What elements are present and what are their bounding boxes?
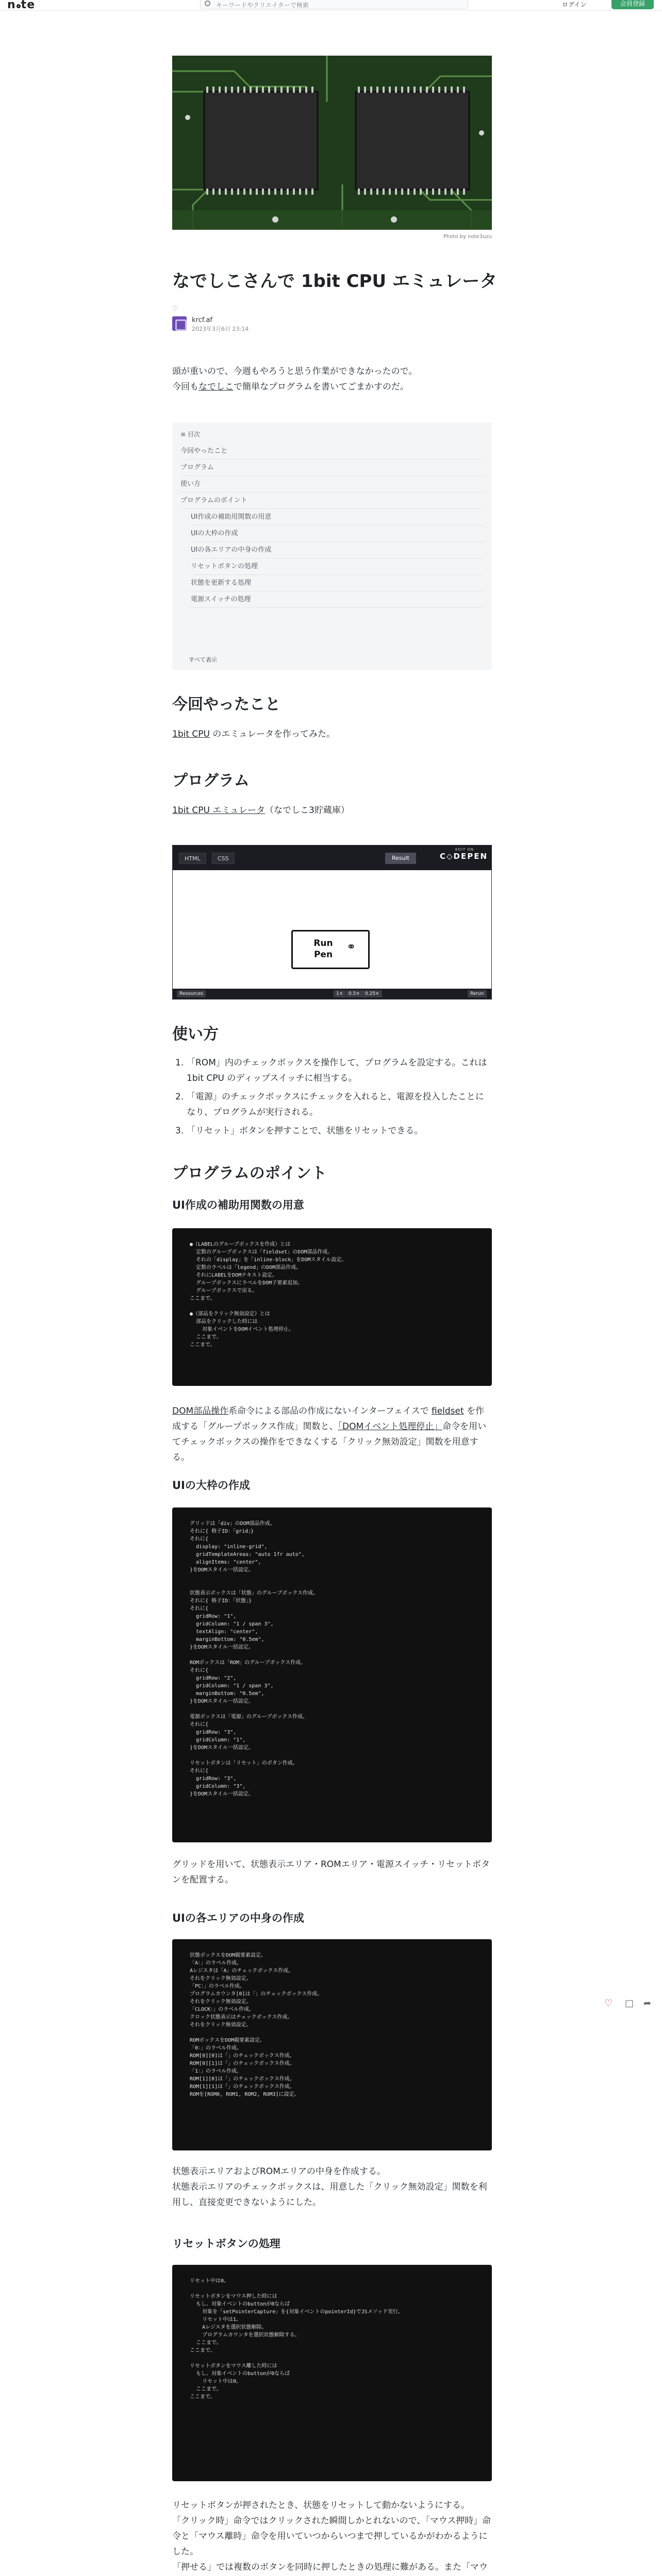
code-line: }をDOMスタイル一括設定。: [190, 1567, 254, 1573]
areas-text-1: 状態表示エリアおよびROMエリアの中身を作成する。: [172, 2166, 386, 2177]
code-line: Aレジスタは「A」のチェックボックス作成。: [190, 1968, 294, 1974]
code-line: それをクリック無効設定。: [190, 2022, 252, 2028]
code-line: gridTemplateAreas: "auto 1fr auto",: [190, 1552, 305, 1557]
like-button-icon[interactable]: ♡: [604, 1998, 613, 2009]
codepen-footer: [173, 989, 491, 999]
code-line: それの「display」を「inline-block」をDOMスタイル設定。: [190, 1257, 347, 1263]
code-line: 定数のラベルは「legend」のDOM部品作成。: [190, 1265, 302, 1270]
code-line: リセット中は0。: [190, 2379, 242, 2384]
dom-link[interactable]: DOM部品操作: [172, 1406, 229, 1416]
heading-helpers: UI作成の補助用関数の用意: [172, 1199, 304, 1211]
code-line: ●（LABELのグループボックスを作成）とは: [190, 1242, 291, 1247]
code-block-helpers[interactable]: [172, 1228, 492, 1386]
code-line: marginBottom: "0.5em",: [190, 1637, 264, 1642]
code-line: ここまで。: [190, 2340, 222, 2346]
code-line: }をDOMスタイル一括設定。: [190, 1791, 254, 1797]
helpers-text: DOM部品操作系命令による部品の作成にないインターフェイスで fieldset を作成する「グループボックス作成」関数と、「DOMイベント処理停止」命令を用いてチェックボックスの操作をできなくする「クリック無効設定」関数を用意する。: [172, 1406, 487, 1463]
comment-icon[interactable]: □: [625, 1998, 634, 2009]
1bit-cpu-link[interactable]: 1bit CPU: [172, 729, 210, 739]
code-line: 部品をクリックした時には: [190, 1319, 258, 1325]
code-line: ROM[0][1]は「」のチェックボックス作成。: [190, 2061, 295, 2066]
post-date: 2023年3月6日 23:14: [192, 326, 249, 332]
code-line: gridColumn: "1",: [190, 1737, 246, 1743]
code-line: クロック状態表示はチェックボックス作成。: [190, 2014, 293, 2020]
toc-item[interactable]: UIの大枠の作成: [191, 526, 484, 542]
code-line: もし、対象イベントのbuttonが0ならば: [190, 2301, 290, 2307]
toc-title[interactable]: ≡ 目次: [180, 431, 200, 438]
nadeshiko-link[interactable]: なでしこ: [198, 382, 234, 392]
article: Photo by note3uzu なでしこさんで 1bit CPU エミュレータ ♡ krcf.af 2023年3月6日 23:14 頭が重いので、今週もやろうと思う作業ができなかったので。 今回もなでしこで簡単なプログラムを書いてごまかすのだ。 ≡ 目次 今回やったこと プログラム 使い方 プログラムのポイント UI作成の補助用関数の用意 UIの大枠の作成 UIの各エリアの中身の作成 リセットボタンの処理 状態を更新する処理 電源スイッチの処理 すべて表示 今回やったこと 1bit CPU のエミュレータを作ってみた。 プログラム 1bit CPU エミュレータ（なでしこ3貯蔵庫） HTML CSS Result EDIT ON C◇DEPEN Run Pen ⚭ Resources 1× 0.5× 0.25× Rerun 使い方 1. 「ROM」内のチェックボックスを操作して、プログラムを設定する。これは 1bit CPU のディップスイッチに相当する。 2. 「電源」のチェックボックスにチェックを入れると、電源を投入したことになり、プログラムが実行される。 3. 「リセット」ボタンを押すことで、状態をリセットできる。 プログラムのポイント UI作成の補助用関数の用意 ●（LABELのグループボックスを作成）とは 定数のグループボックスは「fieldset」のDOM部品作成。 それの「display」を「inline-block」をDOMスタイル設定。 定数のラベルは「legend」のDOM部品作成。 それにLABELをDOMテキスト設定。 グループボックスにラベルをDOM子要素追加。 グループボックスで戻る。 ここまで。 ●（部品をクリック無効設定）とは 部品をクリックした時には 対象イベントをDOMイベント処理停止。 ここまで。 ここまで。 DOM部品操作系命令による部品の作成にないインターフェイスで fieldset を作成する「グループボックス作成」関数と、「DOMイベント処理停止」命令を用いてチェックボックスの操作をできなくする「クリック無効設定」関数を用意する。 UIの大枠の作成 グリッドは「div」のDOM部品作成。 それに{ 格子ID：「grid」} それに{ display: "inline-grid", gridTemplateAreas: "auto 1fr auto", alignItems: "center", }をDOMスタイル一括設定。 状態表示ボックスは「状態」のグループボックス作成。 それに{ 格子ID：「状態」} それに{ gridRow: "1", gridColumn: "1 / span 3", textAlign: "center", marginBottom: "0.5em", }をDOMスタイル一括設定。 ROMボックスは「ROM」のグループボックス作成。 それに{ gridRow: "2", gridColumn: "1 / span 3", marginBottom: "0.5em", }をDOMスタイル一括設定。 電源ボックスは「電源」のグループボックス作成。 それに{ gridRow: "3", gridColumn: "1", }をDOMスタイル一括設定。 リセットボタンは「リセット」のボタン作成。 それに{ gridRow: "3", gridColumn: "3", }をDOMスタイル一括設定。 グリッドを用いて、状態表示エリア・ROMエリア・電源スイッチ・リセットボタンを配置する。 UIの各エリアの中身の作成 状態ボックスをDOM親要素設定。 「A：」のラベル作成。 Aレジスタは「A」のチェックボックス作成。 それをクリック無効設定。 「PC：」のラベル作成。 プログラムカウンタ[0]は「」のチェックボックス作成。 それをクリック無効設定。 「CLOCK：」のラベル作成。 クロック状態表示はチェックボックス作成。 それをクリック無効設定。 ROMボックスをDOM親要素設定。 「0：」のラベル作成。 ROM[0][0]は「」のチェックボックス作成。 ROM[0][1]は「」のチェックボックス作成。 「1：」のラベル作成。 ROM[1][0]は「」のチェックボックス作成。 ROM[1][1]は「」のチェックボックス作成。 ROMを[ROM0, ROM1, ROM2, ROM3]に設定。 状態表示エリアおよびROMエリアの中身を作成する。 状態表示エリアのチェックボックスは、用意した「クリック無効設定」関数を利用し、直接変更できないようにした。 リセットボタンの処理 リセット中は0。 リセットボタンをマウス押した時には もし、対象イベントのbuttonが0ならば 対象を「setPointerCapture」を{対象イベントのpointerId}でJSメソッド実行。 リセット中は1。 Aレジスタを選択状態解除。 プログラムカウンタを選択状態解除する。 ここまで。 ここまで。 リセットボタンをマウス離した時には もし、対象イベントのbuttonが0ならば リセット中は0。 ここまで。 ここまで。 リセットボタンが押されたとき、状態をリセットして動かないようにする。 「クリック時」命令ではクリックされた瞬間しかとれないので、「マウス押時」命令と「マウス離時」命令を用いていつからいつまで押しているかがわかるようにした。 「押せる」では複数のボタンを同時に押したときの処理に難がある。また「マウ: [172, 56, 492, 230]
code-line: }をDOMスタイル一括設定。: [190, 1699, 254, 1704]
toc-item[interactable]: 電源スイッチの処理: [191, 591, 484, 608]
code-line: それに{ 格子ID：「grid」}: [190, 1529, 254, 1534]
code-line: リセットボタンは「リセット」のボタン作成。: [190, 1760, 298, 1766]
emulator-link[interactable]: 1bit CPU エミュレータ: [172, 805, 266, 816]
author-name[interactable]: krcf.af: [192, 316, 213, 324]
zoom-05x[interactable]: 0.5×: [346, 990, 362, 997]
code-line: ROMボックスをDOM親要素設定。: [190, 2038, 266, 2043]
heading-usage: 使い方: [172, 1025, 219, 1043]
codepen-preview: [173, 870, 491, 989]
toc-item[interactable]: 使い方: [180, 476, 484, 493]
code-line: 対象を「setPointerCapture」を{対象イベントのpointerId}でJSメソッド実行。: [190, 2309, 403, 2315]
code-line: リセットボタンをマウス押した時には: [190, 2294, 277, 2299]
run-pen-button[interactable]: [291, 930, 370, 969]
heading-points: プログラムのポイント: [172, 1164, 327, 1182]
hero-image: [172, 56, 492, 230]
code-line: それに{: [190, 1606, 209, 1612]
code-line: 「PC：」のラベル作成。: [190, 1984, 245, 1989]
code-line: gridColumn: "3",: [190, 1784, 246, 1789]
toc-item[interactable]: UIの各エリアの中身の作成: [191, 542, 484, 558]
search-placeholder: キーワードやクリエイターで検索: [216, 2, 309, 9]
code-line: display: "inline-grid",: [190, 1544, 268, 1550]
reset-text-1: リセットボタンが押されたとき、状態をリセットして動かないようにする。: [172, 2500, 470, 2511]
reset-text-3: 「押せる」では複数のボタンを同時に押したときの処理に難がある。また「マウ: [172, 2562, 488, 2572]
code-line: ここまで。: [190, 1342, 216, 1348]
toc-item[interactable]: 今回やったこと: [180, 443, 484, 460]
frame-text: グリッドを用いて、状態表示エリア・ROMエリア・電源スイッチ・リセットボタンを配置する。: [172, 1859, 490, 1885]
codepen-rerun[interactable]: Rerun: [468, 990, 487, 997]
author-info[interactable]: [172, 316, 378, 334]
intro-line-2: 今回もなでしこで簡単なプログラムを書いてごまかすのだ。: [172, 382, 409, 392]
code-line: それをクリック無効設定。: [190, 1976, 252, 1981]
code-line: それに{: [190, 1768, 209, 1774]
code-line: グループボックスで戻る。: [190, 1288, 258, 1294]
code-line: gridRow: "3",: [190, 1730, 237, 1735]
code-line: gridRow: "2",: [190, 1675, 237, 1681]
code-line: 「A：」のラベル作成。: [190, 1960, 242, 1966]
code-line: 状態ボックスをDOM親要素設定。: [190, 1953, 266, 1958]
toc-item[interactable]: プログラムのポイント: [180, 493, 484, 509]
code-line: リセット中は1。: [190, 2317, 242, 2323]
code-line: gridColumn: "1 / span 3",: [190, 1683, 274, 1689]
table-of-contents: [172, 422, 492, 670]
code-line: 「0：」のラベル作成。: [190, 2045, 242, 2051]
code-line: ここまで。: [190, 2386, 222, 2392]
code-line: ROMを[ROM0, ROM1, ROM2, ROM3]に設定。: [190, 2092, 300, 2097]
codepen-tab-html[interactable]: HTML: [179, 853, 206, 864]
code-line: ROM[0][0]は「」のチェックボックス作成。: [190, 2053, 295, 2059]
code-line: リセットボタンをマウス離した時には: [190, 2363, 277, 2369]
toc-item[interactable]: 状態を更新する処理: [191, 575, 484, 591]
article-title: なでしこさんで 1bit CPU エミュレータ: [172, 271, 498, 292]
toc-item[interactable]: リセットボタンの処理: [191, 558, 484, 575]
code-line: marginBottom: "0.5em",: [190, 1691, 264, 1697]
code-line: ここまで。: [190, 2394, 216, 2400]
code-block-areas[interactable]: [172, 1939, 492, 2150]
code-line: }をDOMスタイル一括設定。: [190, 1745, 254, 1751]
code-line: それに{: [190, 1722, 209, 1727]
code-block-reset[interactable]: [172, 2265, 492, 2481]
signup-button[interactable]: 会員登録: [611, 0, 654, 9]
code-line: グリッドは「div」のDOM部品作成。: [190, 1521, 275, 1527]
code-line: プログラムカウンタを選択状態解除する。: [190, 2332, 300, 2338]
code-line: }をDOMスタイル一括設定。: [190, 1645, 254, 1650]
code-line: 「CLOCK：」のラベル作成。: [190, 2007, 255, 2012]
login-link[interactable]: ログイン: [562, 1, 587, 8]
toc-item[interactable]: UI作成の補助用関数の用意: [191, 509, 484, 526]
toc-show-all[interactable]: すべて表示: [189, 656, 217, 663]
code-line: gridRow: "1",: [190, 1614, 237, 1619]
code-line: ●（部品をクリック無効設定）とは: [190, 1311, 270, 1317]
heading-program: プログラム: [172, 772, 250, 790]
heading-areas: UIの各エリアの中身の作成: [172, 1912, 304, 1924]
code-line: ROM[1][1]は「」のチェックボックス作成。: [190, 2084, 295, 2090]
codepen-logo[interactable]: C◇DEPEN: [440, 852, 488, 861]
heading-did: 今回やったこと: [172, 696, 280, 714]
code-line: それに{ 格子ID：「状態」}: [190, 1598, 252, 1604]
reset-text-2: 「クリック時」命令ではクリックされた瞬間しかとれないので、「マウス押時」命令と「マウス離時」命令を用いていつからいつまで押しているかがわかるようにした。: [172, 2516, 491, 2557]
program-text: 1bit CPU エミュレータ（なでしこ3貯蔵庫）: [172, 805, 350, 816]
share-icon[interactable]: ➦: [643, 1998, 652, 2009]
photo-credit: Photo by note3uzu: [443, 234, 492, 240]
code-line: 電源ボックスは「電源」のグループボックス作成。: [190, 1714, 308, 1720]
codepen-toolbar: [173, 845, 491, 870]
code-line: それをクリック無効設定。: [190, 1999, 252, 2005]
zoom-025x[interactable]: 0.25×: [362, 990, 382, 997]
code-line: 状態表示ボックスは「状態」のグループボックス作成。: [190, 1590, 318, 1596]
like-icon[interactable]: ♡: [172, 305, 178, 313]
code-line: リセット中は0。: [190, 2278, 229, 2284]
dom-event-link[interactable]: 「DOMイベント処理停止」: [338, 1421, 443, 1432]
code-line: alignItems: "center",: [190, 1560, 261, 1565]
code-line: それに{: [190, 1668, 209, 1673]
heading-frame: UIの大枠の作成: [172, 1479, 250, 1492]
intro-line-1: 頭が重いので、今週もやろうと思う作業ができなかったので。: [172, 366, 418, 377]
code-line: 定数のグループボックスは「fieldset」のDOM部品作成。: [190, 1249, 333, 1255]
run-pen-label: Run Pen: [313, 938, 333, 960]
code-line: それに{: [190, 1536, 209, 1542]
search-icon: [205, 1, 210, 6]
areas-text-2: 状態表示エリアのチェックボックスは、用意した「クリック無効設定」関数を利用し、直接変更できないようにした。: [172, 2182, 487, 2208]
code-line: プログラムカウンタ[0]は「」のチェックボックス作成。: [190, 1991, 323, 1997]
run-icon: ⚭: [346, 941, 356, 954]
code-line: textAlign: "center",: [190, 1629, 258, 1635]
code-line: gridColumn: "1 / span 3",: [190, 1621, 274, 1627]
code-line: グループボックスにラベルをDOM子要素追加。: [190, 1280, 303, 1286]
did-text: 1bit CPU のエミュレータを作ってみた。: [172, 729, 336, 739]
avatar[interactable]: [172, 316, 187, 331]
code-line: Aレジスタを選択状態解除。: [190, 2325, 267, 2330]
code-line: ここまで。: [190, 2348, 216, 2353]
code-line: ROMボックスは「ROM」のグループボックス作成。: [190, 1660, 306, 1666]
codepen-embed: [172, 845, 492, 999]
zoom-1x[interactable]: 1×: [334, 990, 345, 997]
code-line: ここまで。: [190, 1296, 216, 1301]
code-line: 対象イベントをDOMイベント処理停止。: [190, 1327, 294, 1332]
code-line: それにLABELをDOMテキスト設定。: [190, 1273, 278, 1278]
search-box[interactable]: [200, 0, 468, 9]
code-block-frame[interactable]: [172, 1507, 492, 1842]
code-line: ここまで。: [190, 1334, 222, 1340]
code-line: 「1：」のラベル作成。: [190, 2069, 242, 2074]
codepen-tab-result[interactable]: Result: [385, 853, 416, 864]
logo-o-icon: [16, 4, 21, 8]
codepen-resources[interactable]: Resources: [177, 990, 206, 997]
note-logo[interactable]: n te: [7, 0, 36, 11]
code-line: もし、対象イベントのbuttonが0ならば: [190, 2371, 290, 2377]
code-line: gridRow: "3",: [190, 1776, 237, 1782]
top-header: [0, 0, 662, 11]
codepen-edit-on: EDIT ON: [455, 848, 474, 852]
codepen-tab-css[interactable]: CSS: [212, 853, 235, 864]
floating-actions: [604, 1998, 656, 2013]
heading-reset: リセットボタンの処理: [172, 2238, 280, 2250]
toc-item[interactable]: プログラム: [180, 460, 484, 476]
code-line: ROM[1][0]は「」のチェックボックス作成。: [190, 2076, 295, 2082]
fieldset-link[interactable]: fieldset: [432, 1406, 464, 1416]
